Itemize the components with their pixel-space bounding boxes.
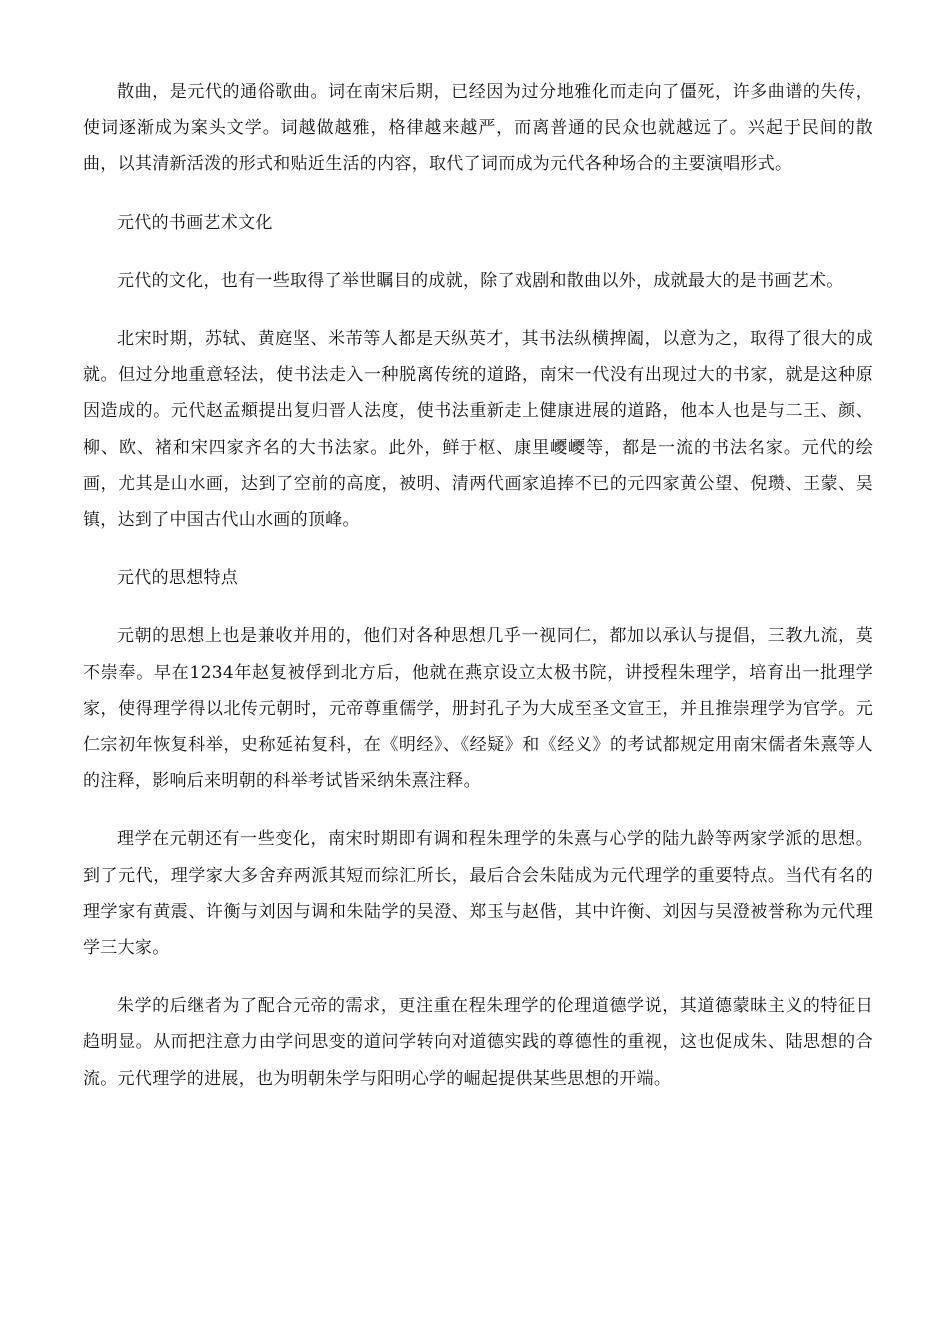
document-page [83, 74, 873, 1119]
paragraph-neo-confucianism-changes: 理学在元朝还有一些变化，南宋时期即有调和程朱理学的朱熹与心学的陆九龄等两家学派的思想。到了元代，理学家大多舍弃两派其短而综汇所长，最后合会朱陆成为元代理学的重要特点。当代有名的理学家有黄震、许衡与刘因与调和朱陆学的吴澄、郑玉与赵偕，其中许衡、刘因与吴澄被誉称为元代理学三大家。 [83, 829, 873, 959]
paragraph-culture-achievements: 元代的文化，也有一些取得了举世瞩目的成就，除了戏剧和散曲以外，成就最大的是书画艺术。 [117, 270, 844, 291]
paragraph-calligraphy-history: 北宋时期，苏轼、黄庭坚、米芾等人都是天纵英才，其书法纵横捭阖，以意为之，取得了很大的成就。但过分地重意轻法，使书法走入一种脱离传统的道路，南宋一代没有出现过大的书家，就是这种原因造成的。元代赵孟頫提出复归晋人法度，使书法重新走上健康进展的道路，他本人也是与二王、颜、柳、欧、褚和宋四家齐名的大书法家。此外，鲜于枢、康里巎巎等，都是一流的书法名家。元代的绘画，尤其是山水画，达到了空前的高度，被明、清两代画家追捧不已的元四家黄公望、倪瓒、王蒙、吴镇，达到了中国古代山水画的顶峰。 [83, 329, 873, 531]
paragraph-thought-policy: 元朝的思想上也是兼收并用的，他们对各种思想几乎一视同仁，都加以承认与提倡，三教九流，莫不崇奉。早在1234年赵复被俘到北方后，他就在燕京设立太极书院，讲授程朱理学，培育出一批理学家，使得理学得以北传元朝时，元帝尊重儒学，册封孔子为大成至圣文宣王，并且推崇理学为官学。元仁宗初年恢复科举，史称延祐复科，在《明经》、《经疑》和《经义》的考试都规定用南宋儒者朱熹等人的注释，影响后来明朝的科举考试皆采纳朱熹注释。 [83, 626, 873, 792]
paragraph-sanqu: 散曲，是元代的通俗歌曲。词在南宋后期，已经因为过分地雅化而走向了僵死，许多曲谱的失传，使词逐渐成为案头文学。词越做越雅，格律越来越严，而离普通的民众也就越远了。兴起于民间的散曲，以其清新活泼的形式和贴近生活的内容，取代了词而成为元代各种场合的主要演唱形式。 [83, 82, 873, 175]
heading-thought-features: 元代的思想特点 [117, 568, 239, 589]
paragraph-zhu-successors: 朱学的后继者为了配合元帝的需求，更注重在程朱理学的伦理道德学说，其道德蒙昧主义的特征日趋明显。从而把注意力由学问思变的道问学转向对道德实践的尊德性的重视，这也促成朱、陆思想的合流。元代理学的进展，也为明朝朱学与阳明心学的崛起提供某些思想的开端。 [83, 996, 873, 1089]
heading-calligraphy-painting: 元代的书画艺术文化 [117, 212, 273, 233]
